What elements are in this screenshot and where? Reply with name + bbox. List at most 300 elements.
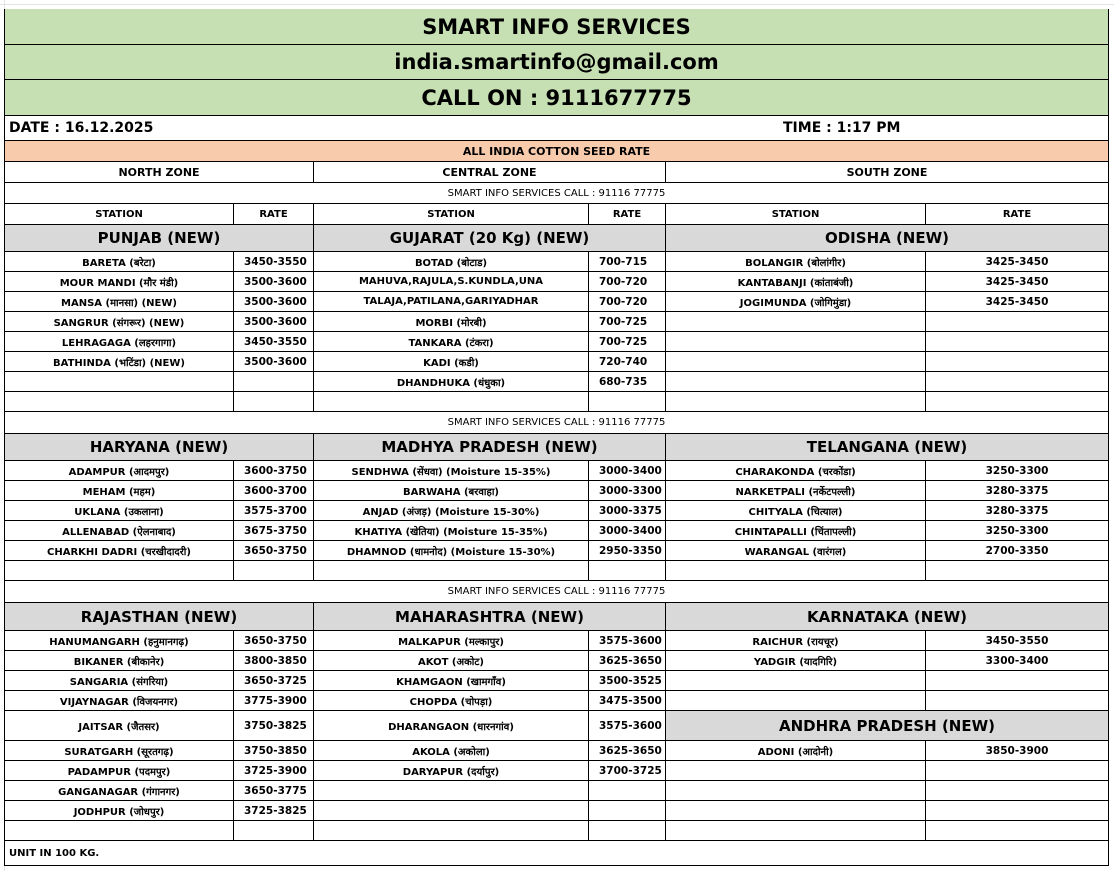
state-header-maharashtra [314, 603, 666, 631]
rate-value [234, 312, 314, 332]
rate-value-text: 3425-3450 [985, 255, 1049, 268]
state-header-karnataka-text: KARNATAKA (NEW) [807, 607, 967, 626]
rate-value-text: 3000-3300 [599, 484, 662, 497]
rate-value [589, 541, 666, 561]
rate-value [234, 332, 314, 352]
station-name [314, 292, 589, 312]
station-name [5, 521, 234, 541]
sheet-title-text: ALL INDIA COTTON SEED RATE [462, 144, 651, 158]
rate-value-text: 3650-3750 [244, 544, 307, 557]
col-header-station [666, 204, 926, 225]
station-name-text: NARKETPALI (नर्केटपल्ली) [735, 486, 856, 498]
col-header-station-text: STATION [95, 208, 143, 220]
station-name [666, 651, 926, 671]
station-name-text: LEHRAGAGA (लहरगागा) [61, 337, 177, 349]
station-name [666, 541, 926, 561]
station-name [314, 272, 589, 292]
station-name-text: DHAMNOD (धामनोद) (Moisture 15-30%) [346, 546, 556, 558]
rate-value [926, 501, 1109, 521]
empty-cell [666, 312, 926, 332]
station-name-text: DHANDHUKA (धंधुका) [396, 377, 506, 389]
station-name-text: KANTABANJI (कांताबंजी) [737, 277, 854, 289]
col-header-rate-text: RATE [612, 208, 642, 220]
station-name [5, 461, 234, 481]
rate-value-text: 700-720 [599, 295, 648, 308]
rate-value-text: 3280-3375 [985, 504, 1049, 517]
sheet-title [5, 141, 1109, 162]
zone-north-text: NORTH ZONE [118, 165, 200, 179]
station-name [314, 651, 589, 671]
rate-value [589, 332, 666, 352]
station-name [314, 332, 589, 352]
station-name-text: YADGIR (यादगिरि) [753, 656, 838, 668]
station-name [314, 461, 589, 481]
station-name [666, 252, 926, 272]
empty-cell [926, 691, 1109, 711]
empty-cell [5, 392, 234, 412]
empty-cell [666, 332, 926, 352]
rate-value-text: 3280-3375 [985, 484, 1049, 497]
station-name-text: VIJAYNAGAR (विजयनगर) [59, 696, 179, 708]
date-label-text: DATE : 16.12.2025 [9, 120, 154, 136]
station-name-text: AKOLA (अकोला) [412, 746, 490, 758]
state-header-ap [666, 711, 1109, 741]
state-header-odisha [666, 225, 1109, 252]
rate-value-text: 3575-3600 [599, 634, 662, 647]
rate-value-text: 700-720 [599, 275, 648, 288]
rate-value-text: 3450-3550 [244, 335, 307, 348]
rate-value-text: 700-725 [599, 315, 648, 328]
rate-value [589, 312, 666, 332]
station-name-text: KHAMGAON (खामगाँव) [396, 676, 506, 688]
station-name [666, 272, 926, 292]
zone-north [5, 162, 314, 183]
rate-value-text: 3725-3900 [244, 764, 307, 777]
time-label-text: TIME : 1:17 PM [783, 120, 901, 136]
col-header-rate-text: RATE [259, 208, 288, 220]
station-name-text: MEHAM (महम) [82, 486, 156, 498]
station-name-text: SENDHWA (सेंधवा) (Moisture 15-35%) [351, 466, 551, 478]
station-name-text: CHINTAPALLI (चिंतापल्ली) [734, 526, 857, 538]
empty-cell [666, 372, 926, 392]
empty-cell [589, 392, 666, 412]
station-name-text: JODHPUR (जोधपुर) [73, 806, 165, 818]
station-name [314, 741, 589, 761]
station-name [5, 252, 234, 272]
rate-value-text: 2950-3350 [599, 544, 662, 557]
station-name [5, 761, 234, 781]
state-header-rajasthan-text: RAJASTHAN (NEW) [80, 607, 238, 626]
rate-value [234, 501, 314, 521]
rate-value-text: 3475-3500 [599, 694, 662, 707]
rate-value-text: 3500-3600 [244, 355, 307, 368]
empty-cell [926, 801, 1109, 821]
station-name-text: MAHUVA,RAJULA,S.KUNDLA,UNA [358, 276, 544, 287]
rate-value-text: 3650-3750 [244, 634, 307, 647]
col-header-station [5, 204, 234, 225]
empty-cell [666, 781, 926, 801]
station-name [314, 631, 589, 651]
rate-value-text: 3800-3850 [244, 654, 307, 667]
empty-cell [666, 561, 926, 581]
station-name-text: PADAMPUR (पदमपुर) [67, 766, 171, 778]
rate-value-text: 3600-3750 [244, 464, 307, 477]
station-name [5, 741, 234, 761]
empty-cell [589, 821, 666, 841]
rate-value [234, 252, 314, 272]
company-name [5, 9, 1109, 45]
station-name [314, 761, 589, 781]
call-banner [5, 581, 1109, 603]
station-name-text: SANGARIA (संगरिया) [69, 676, 169, 688]
rate-value [234, 671, 314, 691]
rate-value-text: 3450-3550 [985, 634, 1049, 647]
station-name [314, 671, 589, 691]
empty-cell [5, 372, 234, 392]
zone-south-text: SOUTH ZONE [846, 165, 928, 179]
station-name [5, 691, 234, 711]
rate-value [234, 461, 314, 481]
empty-cell [926, 332, 1109, 352]
rate-value-text: 3750-3850 [244, 744, 307, 757]
rate-value-text: 3625-3650 [599, 654, 662, 667]
station-name [5, 631, 234, 651]
rate-value-text: 3775-3900 [244, 694, 307, 707]
state-header-mp-text: MADHYA PRADESH (NEW) [381, 438, 598, 456]
empty-cell [666, 392, 926, 412]
call-number-text: CALL ON : 9111677775 [421, 85, 692, 110]
rate-value-text: 3700-3725 [599, 764, 662, 777]
empty-cell [5, 561, 234, 581]
rate-value [589, 252, 666, 272]
empty-cell [666, 691, 926, 711]
station-name [666, 631, 926, 651]
call-banner-text: SMART INFO SERVICES CALL : 91116 77775 [447, 417, 666, 428]
rate-value [589, 521, 666, 541]
contact-email-text: india.smartinfo@gmail.com [394, 50, 719, 74]
rate-value [234, 711, 314, 741]
station-name [314, 372, 589, 392]
station-name-text: RAICHUR (रायचूर) [752, 636, 839, 648]
empty-cell [926, 352, 1109, 372]
rate-value [926, 741, 1109, 761]
empty-cell [234, 821, 314, 841]
rate-value-text: 3000-3375 [599, 504, 662, 517]
empty-cell [926, 561, 1109, 581]
empty-cell [926, 392, 1109, 412]
station-name-text: AKOT (अकोट) [418, 656, 484, 668]
rate-value-text: 3750-3825 [244, 719, 307, 732]
state-header-telangana-text: TELANGANA (NEW) [806, 438, 968, 456]
col-header-station-text: STATION [427, 208, 475, 220]
station-name [5, 501, 234, 521]
rate-value [926, 541, 1109, 561]
station-name-text: CHOPDA (चोपड़ा) [409, 696, 493, 708]
rate-value [589, 691, 666, 711]
rate-value [589, 501, 666, 521]
rate-value [234, 781, 314, 801]
station-name [5, 292, 234, 312]
station-name-text: TALAJA,PATILANA,GARIYADHAR [363, 296, 539, 307]
call-number [5, 80, 1109, 116]
station-name-text: TANKARA (टंकरा) [408, 337, 494, 349]
rate-value [589, 631, 666, 651]
rate-value-text: 3850-3900 [985, 744, 1049, 757]
state-header-mp [314, 434, 666, 461]
rate-value-text: 3000-3400 [599, 464, 662, 477]
empty-cell [234, 372, 314, 392]
empty-cell [234, 561, 314, 581]
rate-value [926, 521, 1109, 541]
rate-value-text: 3450-3550 [244, 255, 307, 268]
station-name [314, 521, 589, 541]
rate-value [234, 352, 314, 372]
state-header-odisha-text: ODISHA (NEW) [824, 229, 950, 247]
rate-value-text: 3500-3525 [599, 674, 662, 687]
station-name [5, 272, 234, 292]
station-name-text: ANJAD (अंजड़) (Moisture 15-30%) [362, 506, 540, 518]
rate-value [926, 272, 1109, 292]
state-header-rajasthan [5, 603, 314, 631]
rate-value-text: 3300-3400 [985, 654, 1049, 667]
rate-value [234, 521, 314, 541]
unit-note-text: UNIT IN 100 KG. [9, 847, 100, 859]
station-name-text: BATHINDA (भटिंडा) (NEW) [53, 357, 185, 369]
station-name-text: DHARANGAON (धारनगांव) [388, 721, 514, 733]
rate-value [234, 691, 314, 711]
rate-value [589, 761, 666, 781]
empty-cell [666, 761, 926, 781]
col-header-rate [926, 204, 1109, 225]
rate-value [926, 252, 1109, 272]
station-name [5, 352, 234, 372]
station-name [314, 541, 589, 561]
unit-note [5, 841, 1109, 866]
rate-value-text: 3000-3400 [599, 524, 662, 537]
company-name-text: SMART INFO SERVICES [422, 14, 691, 39]
station-name-text: MORBI (मोरबी) [415, 317, 487, 329]
state-header-karnataka [666, 603, 1109, 631]
station-name [314, 691, 589, 711]
state-header-punjab-text: PUNJAB (NEW) [97, 229, 221, 247]
station-name-text: ALLENABAD (ऐलनाबाद) [62, 526, 176, 538]
col-header-station [314, 204, 589, 225]
empty-cell [314, 392, 589, 412]
rate-value [589, 461, 666, 481]
rate-value [234, 481, 314, 501]
rate-value [589, 711, 666, 741]
zone-south [666, 162, 1109, 183]
rate-value-text: 3650-3725 [244, 674, 307, 687]
station-name [666, 292, 926, 312]
rate-value-text: 3625-3650 [599, 744, 662, 757]
station-name-text: SURATGARH (सूरतगढ़) [64, 746, 174, 758]
rate-value [589, 352, 666, 372]
empty-cell [666, 801, 926, 821]
rate-value-text: 3500-3600 [244, 295, 307, 308]
station-name [314, 501, 589, 521]
rate-value-text: 2700-3350 [985, 544, 1049, 557]
station-name-text: BARETA (बरेटा) [82, 257, 156, 269]
station-name-text: BOLANGIR (बोलांगीर) [745, 257, 846, 269]
rate-value [589, 651, 666, 671]
station-name [666, 521, 926, 541]
col-header-rate [234, 204, 314, 225]
rate-value [234, 272, 314, 292]
rate-value-text: 3575-3700 [244, 504, 307, 517]
rate-value [234, 631, 314, 651]
rate-value [589, 292, 666, 312]
station-name-text: KHATIYA (खेतिया) (Moisture 15-35%) [354, 526, 548, 538]
station-name [314, 711, 589, 741]
station-name [5, 651, 234, 671]
station-name [5, 332, 234, 352]
state-header-punjab [5, 225, 314, 252]
rate-value [926, 461, 1109, 481]
rate-value-text: 700-715 [599, 255, 648, 268]
station-name-text: CHITYALA (चित्याल) [748, 506, 843, 518]
station-name [314, 252, 589, 272]
empty-cell [589, 781, 666, 801]
state-header-haryana [5, 434, 314, 461]
rate-value-text: 3600-3700 [244, 484, 307, 497]
state-header-ap-text: ANDHRA PRADESH (NEW) [778, 716, 996, 735]
zone-central [314, 162, 666, 183]
station-name-text: MANSA (मानसा) (NEW) [61, 297, 177, 309]
empty-cell [314, 821, 589, 841]
call-banner-text: SMART INFO SERVICES CALL : 91116 77775 [447, 586, 666, 597]
station-name [666, 741, 926, 761]
station-name [5, 781, 234, 801]
station-name [5, 481, 234, 501]
rate-value [589, 372, 666, 392]
station-name [5, 312, 234, 332]
station-name [5, 801, 234, 821]
station-name-text: HANUMANGARH (हनुमानगढ़) [49, 636, 189, 648]
station-name-text: ADAMPUR (आदमपुर) [68, 466, 170, 478]
rate-value [234, 801, 314, 821]
rate-value-text: 3675-3750 [244, 524, 307, 537]
contact-email [5, 45, 1109, 80]
empty-cell [666, 352, 926, 372]
station-name-text: ADONI (आदोनी) [757, 746, 834, 758]
station-name-text: JAITSAR (जैतसर) [78, 721, 160, 733]
station-name-text: CHARKHI DADRI (चरखीदादरी) [47, 546, 191, 558]
rate-value [234, 292, 314, 312]
empty-cell [926, 821, 1109, 841]
rate-value-text: 3500-3600 [244, 275, 307, 288]
station-name-text: WARANGAL (वारंगल) [744, 546, 847, 558]
station-name-text: BARWAHA (बरवाहा) [403, 486, 499, 498]
col-header-rate [589, 204, 666, 225]
rate-value [234, 541, 314, 561]
station-name [314, 352, 589, 372]
rate-value [589, 272, 666, 292]
rate-value [926, 651, 1109, 671]
state-header-maharashtra-text: MAHARASHTRA (NEW) [395, 607, 584, 626]
empty-cell [314, 781, 589, 801]
station-name [666, 461, 926, 481]
col-header-rate-text: RATE [1002, 208, 1032, 220]
rate-value-text: 3650-3775 [244, 784, 307, 797]
station-name [5, 541, 234, 561]
state-header-telangana [666, 434, 1109, 461]
empty-cell [5, 821, 234, 841]
empty-cell [314, 561, 589, 581]
rate-value [589, 741, 666, 761]
station-name [666, 481, 926, 501]
rate-value-text: 3575-3600 [599, 719, 662, 732]
station-name [314, 481, 589, 501]
station-name-text: KADI (कडी) [423, 357, 479, 369]
station-name-text: SANGRUR (संगरूर) (NEW) [53, 317, 185, 329]
rate-value-text: 3250-3300 [985, 464, 1049, 477]
station-name-text: GANGANAGAR (गंगानगर) [58, 786, 180, 798]
rate-value-text: 3425-3450 [985, 295, 1049, 308]
date-label [5, 116, 779, 141]
rate-value [589, 481, 666, 501]
state-header-haryana-text: HARYANA (NEW) [89, 438, 229, 456]
station-name-text: UKLANA (उकलाना) [74, 506, 164, 518]
station-name [314, 312, 589, 332]
rate-value-text: 3500-3600 [244, 315, 307, 328]
rate-value [589, 671, 666, 691]
station-name [5, 671, 234, 691]
rate-value [926, 481, 1109, 501]
station-name-text: DARYAPUR (दर्यापुर) [402, 766, 500, 778]
rate-value [234, 761, 314, 781]
rate-value-text: 3425-3450 [985, 275, 1049, 288]
station-name-text: MOUR MANDI (मौर मंडी) [59, 277, 179, 289]
station-name-text: JOGIMUNDA (जोगिमुंडा) [739, 297, 852, 309]
empty-cell [666, 671, 926, 691]
state-header-gujarat [314, 225, 666, 252]
rate-value-text: 680-735 [599, 375, 648, 388]
empty-cell [926, 671, 1109, 691]
col-header-station-text: STATION [771, 208, 820, 220]
empty-cell [926, 312, 1109, 332]
rate-value [926, 292, 1109, 312]
rate-value-text: 3725-3825 [244, 804, 307, 817]
state-header-gujarat-text: GUJARAT (20 Kg) (NEW) [389, 229, 590, 247]
empty-cell [926, 781, 1109, 801]
empty-cell [234, 392, 314, 412]
rate-value-text: 700-725 [599, 335, 648, 348]
rate-value [926, 631, 1109, 651]
empty-cell [926, 761, 1109, 781]
call-banner [5, 183, 1109, 204]
station-name [666, 501, 926, 521]
call-banner [5, 412, 1109, 434]
rate-value-text: 3250-3300 [985, 524, 1049, 537]
time-label [779, 116, 1109, 141]
rate-value [234, 741, 314, 761]
empty-cell [314, 801, 589, 821]
call-banner-text: SMART INFO SERVICES CALL : 91116 77775 [447, 187, 666, 199]
station-name-text: BIKANER (बीकानेर) [73, 656, 165, 668]
empty-cell [589, 561, 666, 581]
rate-value [234, 651, 314, 671]
rate-value-text: 720-740 [599, 355, 648, 368]
zone-central-text: CENTRAL ZONE [442, 165, 537, 179]
station-name-text: CHARAKONDA (चरकोंडा) [735, 466, 856, 478]
station-name-text: MALKAPUR (मल्कापुर) [398, 636, 504, 648]
empty-cell [589, 801, 666, 821]
station-name [5, 711, 234, 741]
empty-cell [926, 372, 1109, 392]
station-name-text: BOTAD (बोटाड) [414, 257, 488, 269]
empty-cell [666, 821, 926, 841]
